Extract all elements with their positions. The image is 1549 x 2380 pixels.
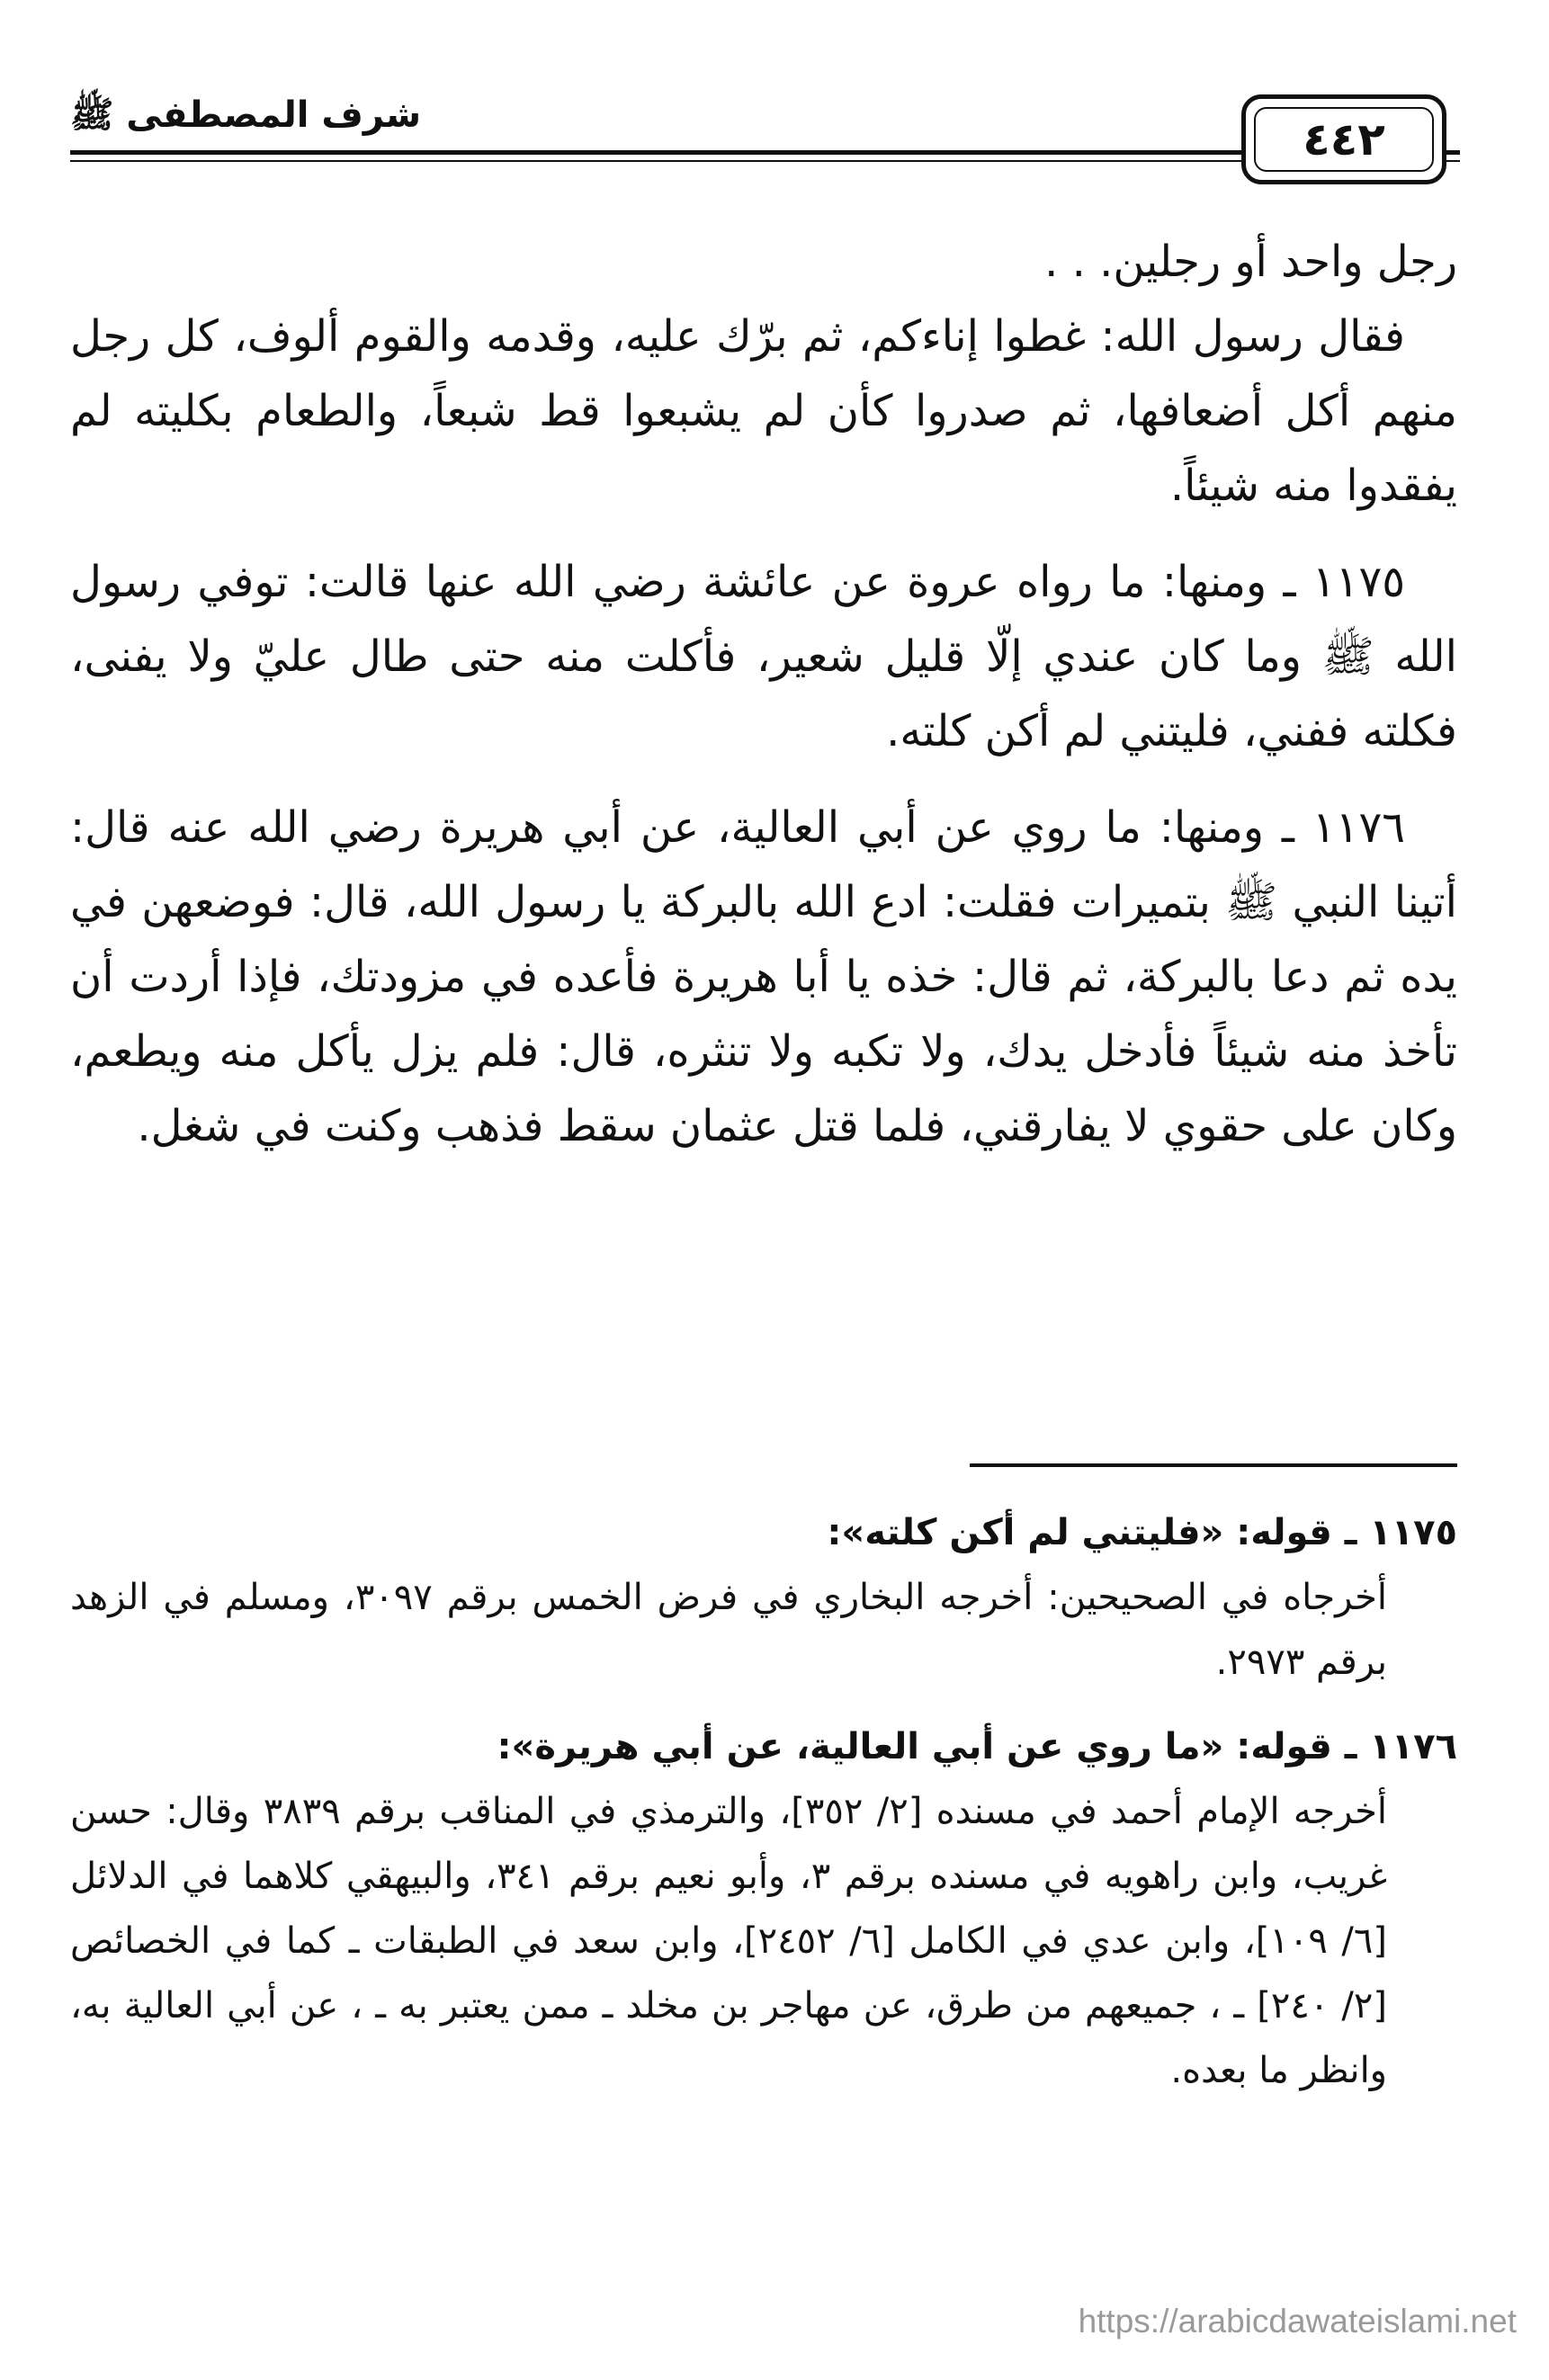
footnote-heading: ١١٧٦ ـ قوله: «ما روي عن أبي العالية، عن أبي هريرة»: xyxy=(497,1726,1457,1767)
main-text xyxy=(70,225,1457,1164)
paragraph-1175: ١١٧٥ ـ ومنها: ما رواه عروة عن عائشة رضي الله عنها قالت: توفي رسول الله ﷺ وما كان عندي إلّا قليل شعير، فأكلت منه حتى طال عليّ ولا يفنى، فكلته ففني، فليتني لم أكن كلته. xyxy=(70,557,1457,756)
footnotes xyxy=(70,1500,1457,2103)
footnote-separator xyxy=(970,1463,1457,1467)
page-header xyxy=(70,85,1460,202)
book-title: شرف المصطفى ﷺ xyxy=(70,94,422,136)
footnote-1176 xyxy=(70,1714,1457,2103)
footnote-heading: ١١٧٥ ـ قوله: «فليتني لم أكن كلته»: xyxy=(827,1512,1457,1553)
footnote-text: أخرجه الإمام أحمد في مسنده [٢/ ٣٥٢]، والترمذي في المناقب برقم ٣٨٣٩ وقال: حسن غريب، وابن راهويه في مسنده برقم ٣، وأبو نعيم برقم ٣٤١، والبيهقي كلاهما في الدلائل [٦/ ١٠٩]، وابن عدي في الكامل [٦/ ٢٤٥٢]، وابن سعد في الطبقات ـ كما في الخصائص [٢/ ٢٤٠] ـ ، جميعهم من طرق، عن مهاجر بن مخلد ـ ممن يعتبر به ـ ، عن أبي العالية به، وانظر ما بعده. xyxy=(70,1791,1388,2091)
footnote-text: أخرجاه في الصحيحين: أخرجه البخاري في فرض الخمس برقم ٣٠٩٧، ومسلم في الزهد برقم ٢٩٧٣. xyxy=(70,1577,1388,1683)
paragraph-1176: ١١٧٦ ـ ومنها: ما روي عن أبي العالية، عن أبي هريرة رضي الله عنه قال: أتينا النبي ﷺ بتميرات فقلت: ادع الله بالبركة يا رسول الله، قال: فوضعهن في يده ثم دعا بالبركة، ثم قال: خذه يا أبا هريرة فأعده في مزودتك، فإذا أردت أن تأخذ منه شيئاً فأدخل يدك، ولا تكبه ولا تنثره، قال: فلم يزل يأكل منه ويطعم، وكان على حقوي لا يفارقني، فلما قتل عثمان سقط فذهب وكنت في شغل. xyxy=(70,802,1457,1151)
footnote-1175 xyxy=(70,1500,1457,1695)
page-number: ٤٤٢ xyxy=(1254,107,1434,172)
site-watermark: https://arabicdawateislami.net xyxy=(1078,2303,1517,2340)
page-number-frame xyxy=(1241,94,1446,184)
paragraph-continuation: رجل واحد أو رجلين. . . xyxy=(1044,237,1457,287)
paragraph-narration: فقال رسول الله: غطوا إناءكم، ثم برّك عليه، وقدمه والقوم ألوف، كل رجل منهم أكل أضعافها، ثم صدروا كأن لم يشبعوا قط شبعاً، والطعام بكليته لم يفقدوا منه شيئاً. xyxy=(70,311,1457,511)
